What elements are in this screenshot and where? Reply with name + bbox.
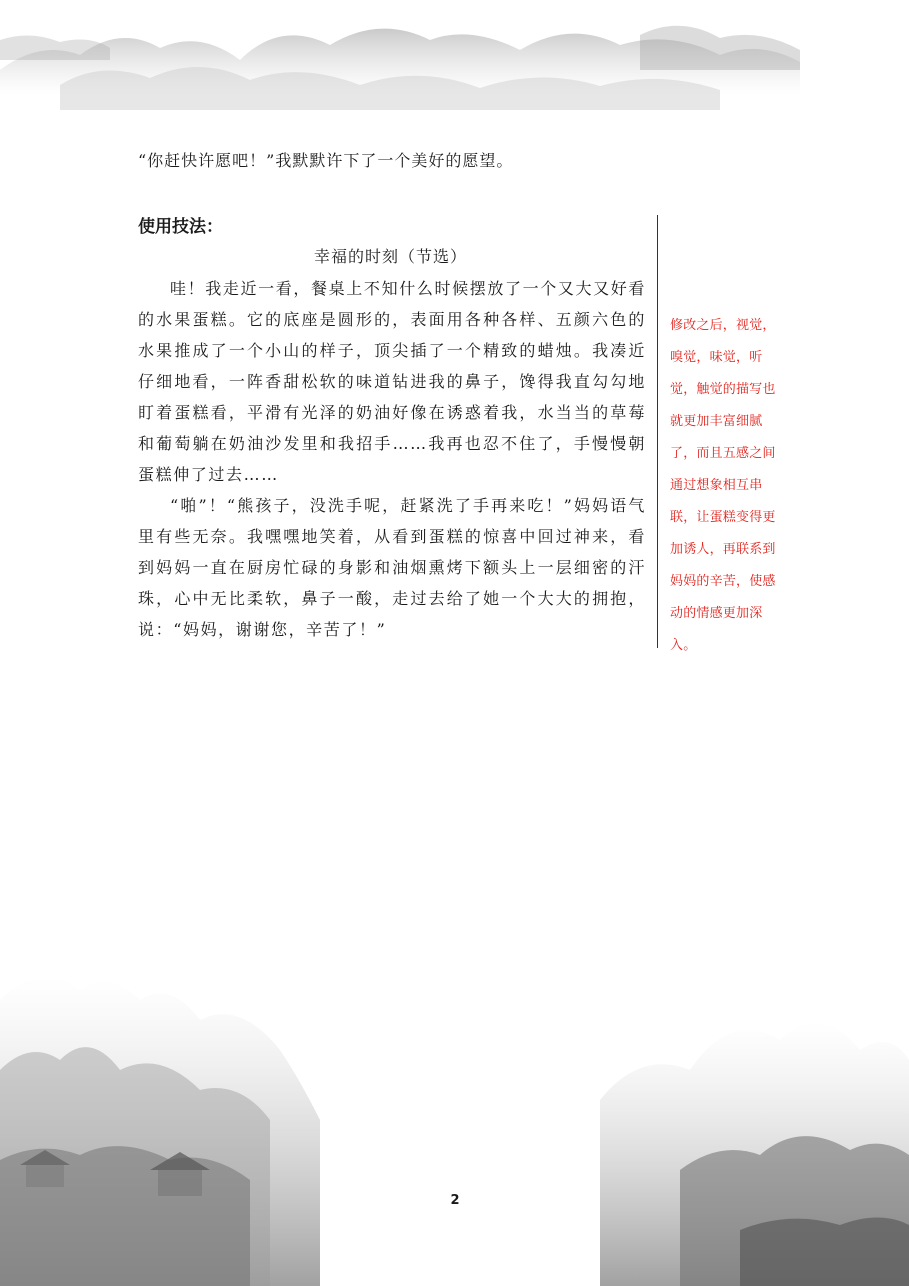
story-line-wish: “你赶快许愿吧！”我默默许下了一个美好的愿望。 — [138, 151, 514, 170]
excerpt-title: 幸福的时刻（节选） — [313, 247, 467, 266]
ink-mountain-header — [0, 0, 909, 130]
margin-divider — [657, 215, 658, 648]
excerpt-paragraph: 哇！我走近一看，餐桌上不知什么时候摆放了一个又大又好看的水果蛋糕。它的底座是圆形的，表面用各种各样、五颜六色的水果推成了一个小山的样子，顶尖插了一个精致的蜡烛。我凑近仔细地看，一阵香甜松软的味道钻进我的鼻子，馋得我直勾勾地盯着蛋糕看，平滑有光泽的奶油好像在诱惑着我，水当当的草莓和葡萄躺在奶油沙发里和我招手……我再也忍不住了，手慢慢朝蛋糕伸了过去…… — [138, 279, 646, 484]
excerpt-body — [138, 273, 646, 645]
page-number: 2 — [450, 1193, 460, 1208]
ink-landscape-footer — [0, 940, 909, 1286]
excerpt-paragraph: “啪”！“熊孩子，没洗手呢，赶紧洗了手再来吃！”妈妈语气里有些无奈。我嘿嘿地笑着，从看到蛋糕的惊喜中回过神来，看到妈妈一直在厨房忙碌的身影和油烟熏烤下额头上一层细密的汗珠，心中无比柔软，鼻子一酸，走过去给了她一个大大的拥抱，说：“妈妈，谢谢您，辛苦了！” — [138, 496, 646, 639]
section-heading: 使用技法： — [138, 217, 223, 237]
margin-comment: 修改之后，视觉，嗅觉，味觉，听觉，触觉的描写也就更加丰富细腻了，而且五感之间通过想象相互串联，让蛋糕变得更加诱人，再联系到妈妈的辛苦，使感动的情感更加深入。 — [670, 318, 776, 653]
